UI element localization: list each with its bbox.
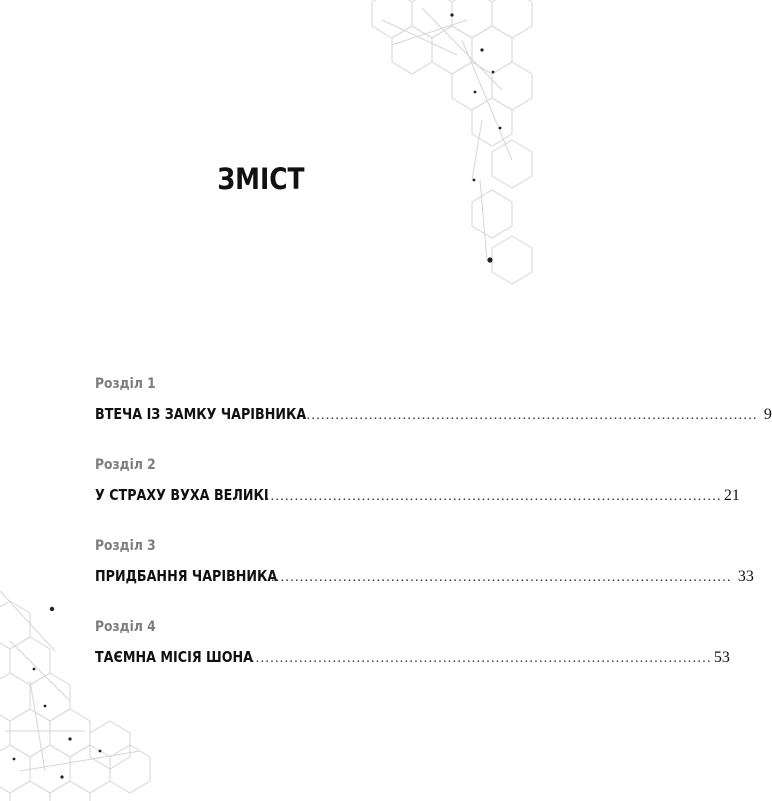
chapter-title: ПРИДБАННЯ ЧАРІВНИКА bbox=[95, 567, 278, 585]
toc-line bbox=[95, 400, 772, 428]
page-number: 53 bbox=[713, 649, 730, 666]
dot-leader: ................................................................................................ bbox=[251, 651, 712, 666]
chapter-label: Розділ 2 bbox=[95, 457, 156, 473]
chapter-label: Розділ 4 bbox=[95, 619, 156, 635]
toc-line bbox=[95, 481, 740, 509]
chapter-label: Розділ 1 bbox=[95, 376, 156, 392]
toc-line bbox=[95, 562, 754, 590]
chapter-label: Розділ 3 bbox=[95, 538, 156, 554]
dot-leader: ................................................................................................ bbox=[297, 408, 758, 423]
toc-entry[interactable] bbox=[95, 455, 740, 536]
dot-leader: ................................................................................................ bbox=[271, 570, 732, 585]
page-number: 21 bbox=[723, 487, 740, 504]
table-of-contents bbox=[95, 374, 772, 698]
toc-entry[interactable] bbox=[95, 374, 772, 455]
chapter-title: У СТРАХУ ВУХА ВЕЛИКІ bbox=[95, 486, 269, 504]
chapter-title: ВТЕЧА ІЗ ЗАМКУ ЧАРІВНИКА bbox=[95, 405, 307, 423]
dot-leader: ................................................................................................ bbox=[261, 489, 722, 504]
toc-entry[interactable] bbox=[95, 617, 730, 698]
page-number: 9 bbox=[763, 406, 772, 423]
toc-entry[interactable] bbox=[95, 536, 754, 617]
chapter-title: ТАЄМНА МІСІЯ ШОНА bbox=[95, 648, 254, 666]
page-number: 33 bbox=[737, 568, 754, 585]
page-title: ЗМІСТ bbox=[217, 162, 305, 196]
hexagon-pattern-top-right bbox=[362, 0, 522, 300]
toc-line bbox=[95, 643, 730, 671]
